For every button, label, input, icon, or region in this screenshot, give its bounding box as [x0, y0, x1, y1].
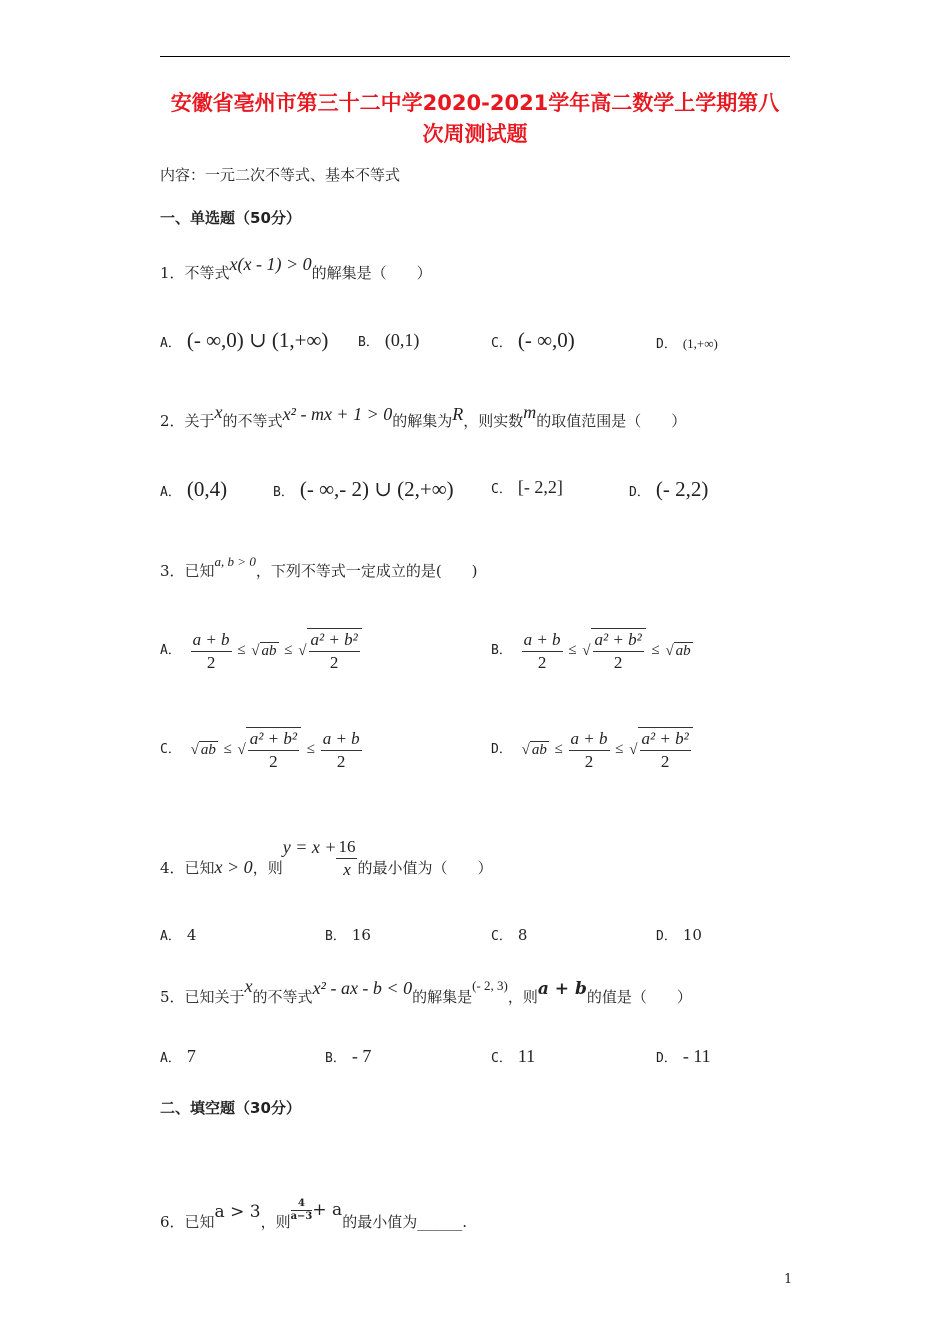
- question-2-option-d[interactable]: D． (- 2,2): [629, 477, 709, 501]
- question-3-math: a, b > 0: [214, 554, 256, 569]
- question-1-option-c[interactable]: C． (- ∞,0): [491, 328, 575, 352]
- question-5-set: (- 2, 3): [472, 978, 508, 993]
- document-title-line2: 次周测试题: [422, 122, 528, 146]
- question-4-text: ，则: [252, 858, 283, 877]
- question-6-condition: a > 3: [214, 1201, 261, 1222]
- question-6-frac-num: 4: [291, 1198, 313, 1211]
- question-2-tail: 的取值范围是（ ）: [536, 412, 687, 430]
- section-heading-fill-in: 二、填空题（30分）: [160, 1099, 301, 1117]
- question-5-math: x² - ax - b < 0: [312, 978, 413, 998]
- question-4-frac-den: x: [343, 860, 351, 879]
- question-4-option-b[interactable]: B． 16: [325, 926, 371, 944]
- question-3: [160, 554, 478, 581]
- content-note: 内容：一元二次不等式、基本不等式: [160, 166, 401, 184]
- question-2-option-a[interactable]: A． (0,4): [160, 477, 228, 501]
- question-4-option-d[interactable]: D． 10: [656, 926, 702, 944]
- question-5-variable: x: [244, 976, 253, 996]
- question-2-option-c[interactable]: C． [- 2,2]: [491, 477, 563, 497]
- question-2-set: R: [452, 404, 464, 424]
- question-5-option-d[interactable]: D． - 11: [656, 1046, 711, 1066]
- question-5-expression: a + b: [537, 979, 587, 999]
- question-4: [160, 826, 493, 879]
- question-6-tail: 的最小值为______.: [342, 1212, 467, 1231]
- question-3-number: 3．已知: [160, 562, 215, 580]
- question-4-number: 4．已知: [160, 858, 215, 877]
- section-heading-single-choice: 一、单选题（50分）: [160, 209, 301, 227]
- question-4-option-a[interactable]: A． 4: [160, 926, 197, 944]
- question-1-math: x(x - 1) > 0: [229, 254, 312, 274]
- question-2-option-b[interactable]: B． (- ∞,- 2) ∪ (2,+∞): [273, 477, 454, 501]
- question-6: [160, 1196, 467, 1231]
- question-6-plus-a: + a: [312, 1199, 343, 1220]
- question-6-text: ，则: [260, 1212, 291, 1231]
- question-3-option-b[interactable]: B． $\frac{a + b}{2}$ ≤ √ $\frac{\text{a² + b²}}{2}$ ≤ √ ab: [491, 629, 691, 672]
- question-1-option-a[interactable]: A． (- ∞,0) ∪ (1,+∞): [160, 328, 329, 352]
- question-5-text3: ，则: [507, 988, 538, 1006]
- question-4-condition: x > 0: [214, 856, 253, 877]
- question-3-option-a[interactable]: A． $\frac{a + b}{2}$ ≤ √ ab ≤ √ $\frac{\text{a² + b²}}{2}$: [160, 628, 362, 674]
- question-1: [160, 254, 432, 283]
- question-3-tail: ，下列不等式一定成立的是( ): [255, 562, 478, 580]
- question-2-text2: 的解集为: [392, 412, 453, 430]
- question-2-text: 的不等式: [222, 412, 283, 430]
- page-number: 1: [784, 1272, 793, 1287]
- question-4-tail: 的最小值为（ ）: [357, 858, 493, 877]
- question-3-option-d[interactable]: D． √ ab ≤ $\frac{a + b}{2}$ ≤ √ $\frac{\text{a² + b²}}{2}$: [491, 727, 693, 773]
- question-4-frac-num: 16: [336, 836, 357, 859]
- question-1-option-d[interactable]: D． (1,+∞): [656, 336, 718, 352]
- question-2-text3: ，则实数: [463, 412, 524, 430]
- question-2-number: 2．关于: [160, 412, 215, 430]
- question-2: [160, 402, 687, 431]
- question-2-variable: x: [214, 402, 223, 422]
- question-4-option-c[interactable]: C． 8: [491, 926, 528, 944]
- question-1-option-b[interactable]: B． (0,1): [358, 330, 420, 350]
- question-5-option-c[interactable]: C． 11: [491, 1046, 536, 1066]
- header-rule: [160, 56, 790, 57]
- document-title-line1: 安徽省亳州市第三十二中学2020-2021学年高二数学上学期第八: [170, 91, 780, 115]
- question-2-variable-m: m: [523, 402, 537, 422]
- question-6-frac-den: a−3: [290, 1211, 313, 1222]
- question-5-tail: 的值是（ ）: [586, 988, 692, 1006]
- question-1-tail: 的解集是（ ）: [311, 264, 432, 282]
- question-6-number: 6．已知: [160, 1212, 215, 1231]
- question-3-option-c[interactable]: C． √ ab ≤ √ $\frac{\text{a² + b²}}{2}$ ≤ $\frac{a + b}{2}$: [160, 728, 360, 771]
- question-5: [160, 976, 692, 1006]
- question-1-number: 1．不等式: [160, 264, 230, 282]
- question-5-option-b[interactable]: B． - 7: [325, 1046, 372, 1066]
- question-4-expression: y = x +: [282, 836, 337, 857]
- question-5-option-a[interactable]: A． 7: [160, 1046, 196, 1066]
- question-2-math: x² - mx + 1 > 0: [282, 404, 393, 424]
- question-5-text: 的不等式: [252, 988, 313, 1006]
- question-5-text2: 的解集是: [412, 988, 473, 1006]
- question-5-number: 5．已知关于: [160, 988, 245, 1006]
